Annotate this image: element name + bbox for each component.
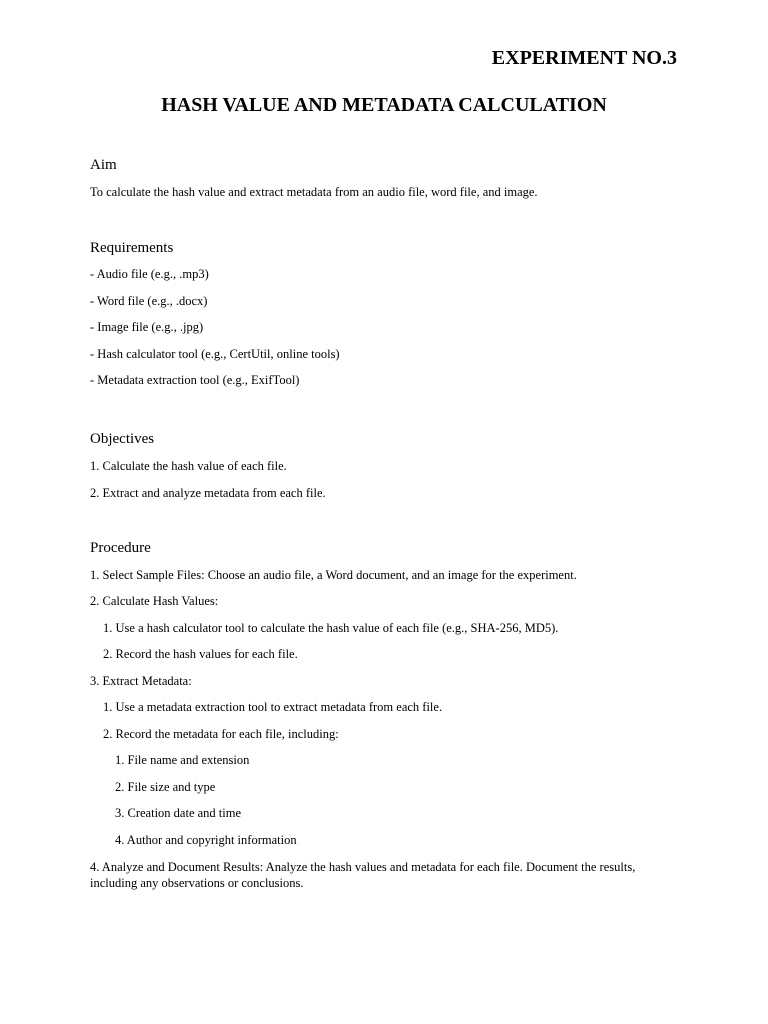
procedure-substep: 2. Record the metadata for each file, including:: [103, 727, 339, 741]
procedure-substep: 1. Use a hash calculator tool to calculate the hash value of each file (e.g., SHA-256, MD5).: [103, 621, 559, 635]
requirement-item: - Audio file (e.g., .mp3): [90, 267, 209, 281]
aim-text: To calculate the hash value and extract metadata from an audio file, word file, and image.: [90, 185, 538, 199]
requirement-item: - Image file (e.g., .jpg): [90, 320, 204, 334]
metadata-field-item: 1. File name and extension: [115, 753, 250, 767]
requirement-item: - Hash calculator tool (e.g., CertUtil, online tools): [90, 347, 340, 361]
metadata-field-item: 3. Creation date and time: [115, 806, 242, 820]
procedure-step: 2. Calculate Hash Values:: [90, 594, 219, 608]
document-title: HASH VALUE AND METADATA CALCULATION: [161, 94, 607, 116]
metadata-field-item: 2. File size and type: [115, 780, 216, 794]
experiment-number: EXPERIMENT NO.3: [491, 47, 677, 69]
requirement-item: - Word file (e.g., .docx): [90, 294, 208, 308]
requirements-section: [90, 239, 690, 387]
objective-item: 2. Extract and analyze metadata from each file.: [90, 486, 326, 500]
aim-heading: Aim: [90, 157, 117, 173]
objectives-heading: Objectives: [90, 431, 155, 447]
procedure-substep: 1. Use a metadata extraction tool to extract metadata from each file.: [103, 700, 443, 714]
procedure-step: 4. Analyze and Document Results: Analyze the hash values and metadata for each file. Document the results, including any observations or conclusions.: [90, 860, 636, 890]
requirement-item: - Metadata extraction tool (e.g., ExifTool): [90, 373, 300, 387]
aim-section: [90, 156, 690, 200]
objective-item: 1. Calculate the hash value of each file.: [90, 459, 287, 473]
objectives-section: [90, 430, 690, 500]
procedure-step: 3. Extract Metadata:: [90, 674, 192, 688]
metadata-field-item: 4. Author and copyright information: [115, 833, 297, 847]
procedure-section: [90, 539, 690, 899]
procedure-step: 1. Select Sample Files: Choose an audio file, a Word document, and an image for the experiment.: [90, 568, 577, 582]
procedure-heading: Procedure: [90, 540, 151, 556]
requirements-heading: Requirements: [90, 240, 174, 256]
procedure-substep: 2. Record the hash values for each file.: [103, 647, 298, 661]
